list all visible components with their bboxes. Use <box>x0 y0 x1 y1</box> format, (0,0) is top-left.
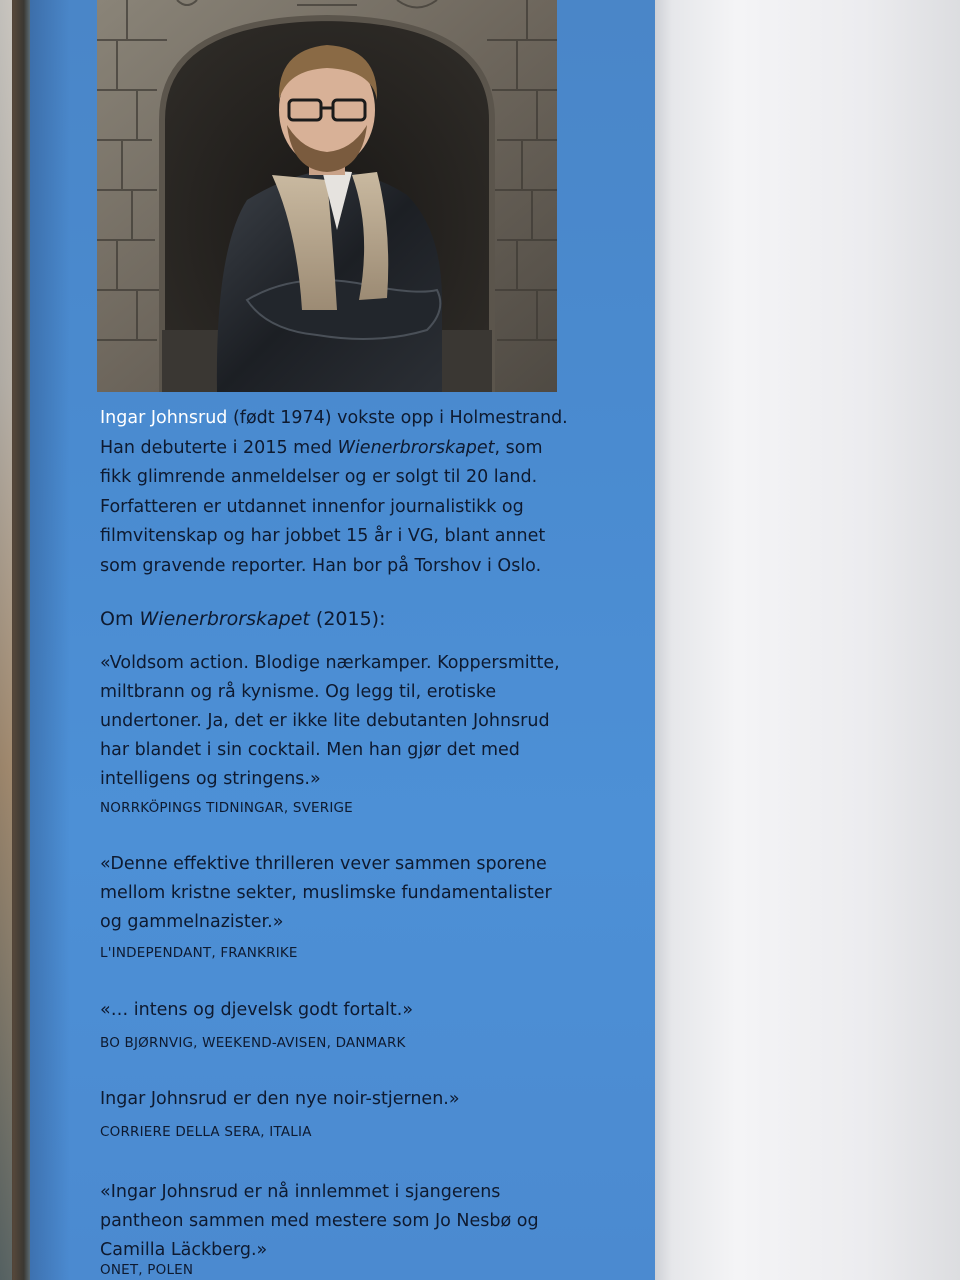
quote-line: «Denne effektive thrilleren vever sammen sporene <box>100 854 547 874</box>
spine-edge <box>0 0 12 1280</box>
quote-line: og gammelnazister.» <box>100 912 284 932</box>
bio-book-title: Wienerbrorskapet <box>337 437 495 458</box>
quote-line: «Voldsom action. Blodige nærkamper. Koppersmitte, <box>100 653 560 673</box>
review-quote-2 <box>100 850 570 937</box>
bio-line-1-text: (født 1974) vokste opp i Holmestrand. <box>227 408 568 428</box>
quote-line: miltbrann og rå kynisme. Og legg til, erotiske <box>100 682 497 702</box>
flap-shadow <box>30 0 70 1280</box>
review-quote-1 <box>100 649 570 794</box>
reviews-heading-book: Wienerbrorskapet <box>139 608 310 630</box>
white-page <box>640 0 960 1280</box>
quote-line: intelligens og stringens.» <box>100 769 321 789</box>
review-quote-5 <box>100 1178 570 1265</box>
quote-line: har blandet i sin cocktail. Men han gjør det med <box>100 740 520 760</box>
review-quote-4 <box>100 1085 570 1114</box>
quote-line: mellom kristne sekter, muslimske fundamentalister <box>100 883 552 903</box>
quote-line: undertoner. Ja, det er ikke lite debutanten Johnsrud <box>100 711 550 731</box>
bio-line-2 <box>100 434 590 464</box>
quote-line: pantheon sammen med mestere som Jo Nesbø og <box>100 1211 539 1231</box>
author-photo <box>97 0 557 392</box>
review-source-4: CORRIERE DELLA SERA, ITALIA <box>100 1124 312 1140</box>
review-quote-3 <box>100 996 570 1025</box>
quote-line: Ingar Johnsrud er den nye noir-stjernen.» <box>100 1089 460 1109</box>
bio-line-4: Forfatteren er utdannet innenfor journalistikk og <box>100 496 524 517</box>
review-source-5: ONET, POLEN <box>100 1262 194 1278</box>
book-spine <box>0 0 34 1280</box>
review-source-1: NORRKÖPINGS TIDNINGAR, SVERIGE <box>100 800 353 816</box>
quote-line: «Ingar Johnsrud er nå innlemmet i sjangerens <box>100 1182 501 1202</box>
bio-line-2-post: , som <box>494 437 543 458</box>
bio-line-6: som gravende reporter. Han bor på Torshov i Oslo. <box>100 555 542 576</box>
author-bio <box>100 404 590 581</box>
bio-line-2-pre: Han debuterte i 2015 med <box>100 437 338 458</box>
review-source-3: BO BJØRNVIG, WEEKEND-AVISEN, DANMARK <box>100 1035 406 1051</box>
bio-line-1 <box>100 404 590 434</box>
reviews-heading <box>100 608 386 630</box>
reviews-heading-pre: Om <box>100 608 140 630</box>
reviews-heading-post: (2015): <box>309 608 386 630</box>
review-source-2: L'INDEPENDANT, FRANKRIKE <box>100 945 298 961</box>
quote-line: «… intens og djevelsk godt fortalt.» <box>100 1000 414 1020</box>
author-name: Ingar Johnsrud <box>100 408 228 428</box>
bio-line-3: fikk glimrende anmeldelser og er solgt til 20 land. <box>100 467 538 487</box>
bio-line-5: filmvitenskap og har jobbet 15 år i VG, blant annet <box>100 526 546 546</box>
quote-line: Camilla Läckberg.» <box>100 1240 268 1260</box>
